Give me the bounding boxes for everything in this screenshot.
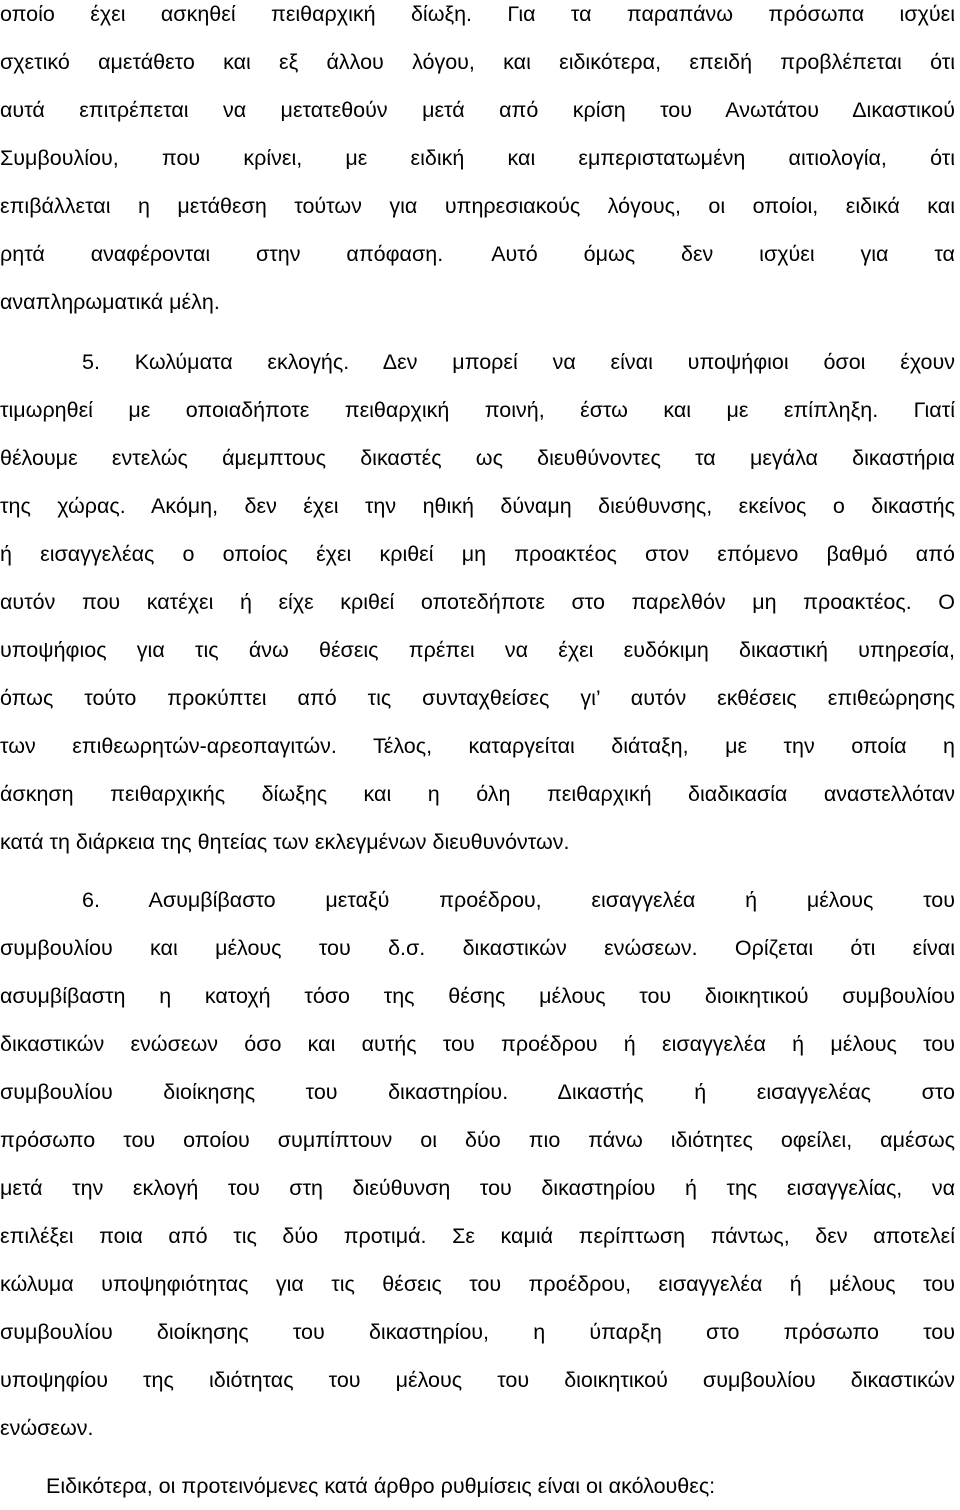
text-line: επιβάλλεται η μετάθεση τούτων για υπηρεσιακούς λόγους, οι οποίοι, ειδικά και xyxy=(0,194,955,218)
text-line: μετά την εκλογή του στη διεύθυνση του δικαστηρίου ή της εισαγγελίας, να xyxy=(0,1176,955,1200)
text-line: συμβουλίου διοίκησης του δικαστηρίου, η ύπαρξη στο πρόσωπο του xyxy=(0,1320,955,1344)
text-line: σχετικό αμετάθετο και εξ άλλου λόγου, και ειδικότερα, επειδή προβλέπεται ότι xyxy=(0,50,955,74)
text-line: θέλουμε εντελώς άμεμπτους δικαστές ως διευθύνοντες τα μεγάλα δικαστήρια xyxy=(0,446,955,470)
text-line: ή εισαγγελέας ο οποίος έχει κριθεί μη προακτέος στον επόμενο βαθμό από xyxy=(0,542,955,566)
text-line: άσκηση πειθαρχικής δίωξης και η όλη πειθαρχική διαδικασία αναστελλόταν xyxy=(0,782,955,806)
closing-line: Ειδικότερα, οι προτεινόμενες κατά άρθρο ρυθμίσεις είναι οι ακόλουθες: xyxy=(46,1474,716,1498)
text-line: οποίο έχει ασκηθεί πειθαρχική δίωξη. Για τα παραπάνω πρόσωπα ισχύει xyxy=(0,2,955,26)
text-line: αναπληρωματικά μέλη. xyxy=(0,290,220,314)
text-line: συμβουλίου διοίκησης του δικαστηρίου. Δικαστής ή εισαγγελέας στο xyxy=(0,1080,955,1104)
text-line: αυτά επιτρέπεται να μετατεθούν μετά από κρίση του Ανωτάτου Δικαστικού xyxy=(0,98,955,122)
text-line: των επιθεωρητών-αρεοπαγιτών. Τέλος, καταργείται διάταξη, με την οποία η xyxy=(0,734,955,758)
text-line: ενώσεων. xyxy=(0,1416,94,1440)
text-line-split xyxy=(0,230,955,278)
section-5-heading-line: 5. Κωλύματα εκλογής. Δεν μπορεί να είναι υποψήφιοι όσοι έχουν xyxy=(82,350,955,374)
text-line: όπως τούτο προκύπτει από τις συνταχθείσες γι’ αυτόν εκθέσεις επιθεώρησης xyxy=(0,686,955,710)
text-line: πρόσωπο του οποίου συμπίπτουν οι δύο πιο πάνω ιδιότητες οφείλει, αμέσως xyxy=(0,1128,955,1152)
text-line: κατά τη διάρκεια της θητείας των εκλεγμένων διευθυνόντων. xyxy=(0,830,570,854)
text-line: υποψήφιος για τις άνω θέσεις πρέπει να έχει ευδόκιμη δικαστική υπηρεσία, xyxy=(0,638,955,662)
text-line: συμβουλίου και μέλους του δ.σ. δικαστικών ενώσεων. Ορίζεται ότι είναι xyxy=(0,936,955,960)
text-line: αυτόν που κατέχει ή είχε κριθεί οποτεδήποτε στο παρελθόν μη προακτέος. Ο xyxy=(0,590,955,614)
section-6-heading-line: 6. Ασυμβίβαστο μεταξύ προέδρου, εισαγγελέα ή μέλους του xyxy=(82,888,955,912)
text-line: επιλέξει ποια από τις δύο προτιμά. Σε καμιά περίπτωση πάντως, δεν αποτελεί xyxy=(0,1224,955,1248)
text-line: δικαστικών ενώσεων όσο και αυτής του προέδρου ή εισαγγελέα ή μέλους του xyxy=(0,1032,955,1056)
text-segment: ρητά αναφέρονται στην απόφαση. xyxy=(0,242,444,266)
text-line: κώλυμα υποψηφιότητας για τις θέσεις του προέδρου, εισαγγελέα ή μέλους του xyxy=(0,1272,955,1296)
text-line: τιμωρηθεί με οποιαδήποτε πειθαρχική ποινή, έστω και με επίπληξη. Γιατί xyxy=(0,398,955,422)
text-line: ασυμβίβαστη η κατοχή τόσο της θέσης μέλους του διοικητικού συμβουλίου xyxy=(0,984,955,1008)
text-segment: Αυτό όμως δεν ισχύει για τα xyxy=(491,242,955,266)
text-line: υποψηφίου της ιδιότητας του μέλους του διοικητικού συμβουλίου δικαστικών xyxy=(0,1368,955,1392)
text-line: της χώρας. Ακόμη, δεν έχει την ηθική δύναμη διεύθυνσης, εκείνος ο δικαστής xyxy=(0,494,955,518)
text-line: Συμβουλίου, που κρίνει, με ειδική και εμπεριστατωμένη αιτιολογία, ότι xyxy=(0,146,955,170)
